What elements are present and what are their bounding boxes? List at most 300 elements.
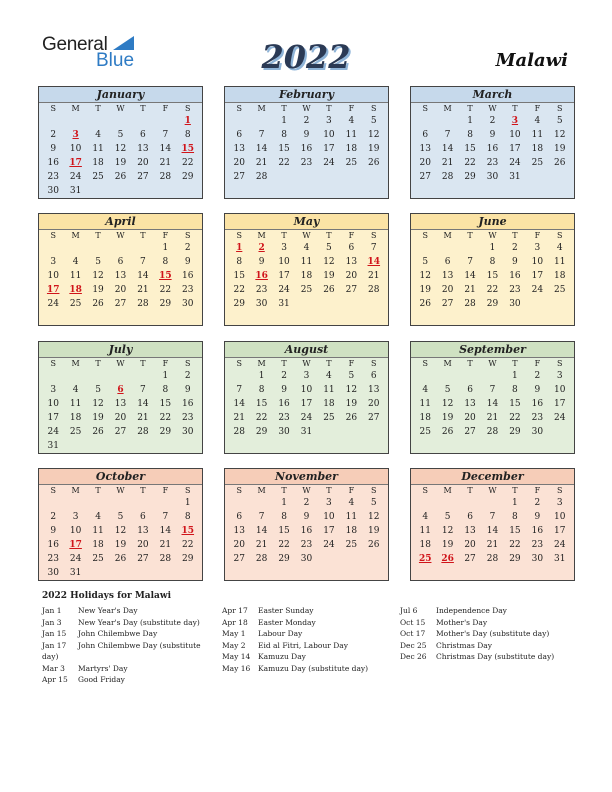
holiday-day-cell: 14 <box>367 257 381 267</box>
weekday-header: W <box>488 231 497 240</box>
day-cell: 6 <box>140 130 146 140</box>
day-cell: 21 <box>464 285 476 295</box>
weekday-header: W <box>488 486 497 495</box>
weekday-header: F <box>534 359 541 368</box>
day-cell: 12 <box>92 399 104 409</box>
day-cell: 4 <box>556 243 563 253</box>
day-cell: 15 <box>464 144 476 154</box>
day-cell: 21 <box>486 413 499 423</box>
empty-day-cell <box>228 369 250 383</box>
empty-day-cell <box>459 496 481 510</box>
day-cell: 5 <box>117 130 124 140</box>
day-cell: 25 <box>531 158 544 168</box>
weekday-header: T <box>95 486 101 495</box>
day-cell: 25 <box>323 413 335 423</box>
day-cell: 26 <box>554 158 566 168</box>
day-cell: 12 <box>114 144 127 154</box>
day-cell: 7 <box>444 130 451 140</box>
day-cell: 5 <box>422 257 429 267</box>
day-cell: 3 <box>556 371 563 381</box>
day-cell: 3 <box>281 243 287 253</box>
day-cell: 11 <box>69 399 82 409</box>
day-cell: 2 <box>303 498 310 508</box>
holiday-date: May 16 <box>222 663 251 673</box>
day-cell: 22 <box>509 540 521 550</box>
day-cell: 27 <box>114 427 127 437</box>
day-cell: 28 <box>159 172 172 182</box>
holiday-date: Apr 17 <box>222 606 248 615</box>
day-cell: 12 <box>114 526 127 536</box>
empty-day-cell <box>436 114 458 128</box>
weekday-header: M <box>71 359 80 368</box>
day-cell: 20 <box>233 158 245 168</box>
empty-day-cell <box>109 114 131 128</box>
day-cell: 28 <box>159 554 172 564</box>
empty-day-cell <box>64 241 86 255</box>
day-cell: 12 <box>368 130 380 140</box>
day-cell: 16 <box>300 526 313 536</box>
day-cell: 11 <box>69 271 82 281</box>
day-cell: 19 <box>114 540 127 550</box>
day-cell: 9 <box>534 385 541 395</box>
day-cell: 8 <box>258 385 265 395</box>
day-cell: 10 <box>509 130 521 140</box>
day-cell: 1 <box>162 243 169 253</box>
holiday-date: Jan 1 <box>42 606 62 615</box>
month-title: May <box>225 214 388 230</box>
day-cell: 19 <box>368 526 380 536</box>
empty-day-cell <box>154 496 176 510</box>
weekday-header: S <box>557 486 563 495</box>
weekday-header: W <box>488 104 497 113</box>
day-cell: 29 <box>464 172 476 182</box>
day-cell: 21 <box>159 158 172 168</box>
day-cell: 9 <box>50 144 57 154</box>
day-cell: 19 <box>441 413 454 423</box>
day-cell: 23 <box>182 285 194 295</box>
holiday-name: Mother's Day <box>436 617 488 627</box>
day-cell: 21 <box>233 413 245 423</box>
day-cell: 27 <box>441 299 454 309</box>
day-cell: 7 <box>370 243 377 253</box>
day-cell: 13 <box>419 144 431 154</box>
day-cell: 10 <box>323 130 335 140</box>
month-december <box>410 468 575 581</box>
day-cell: 13 <box>464 399 476 409</box>
day-cell: 22 <box>182 540 194 550</box>
day-cell: 31 <box>69 186 82 196</box>
day-cell: 23 <box>47 554 59 564</box>
day-cell: 5 <box>348 371 355 381</box>
day-cell: 5 <box>95 385 101 395</box>
holiday-date: Jul 6 <box>400 606 418 615</box>
day-cell: 10 <box>554 512 566 522</box>
day-cell: 8 <box>281 512 287 522</box>
day-cell: 7 <box>162 130 169 140</box>
day-cell: 18 <box>92 540 104 550</box>
holiday-date: Apr 15 <box>42 675 68 684</box>
holiday-column <box>222 605 368 674</box>
day-cell: 13 <box>114 399 127 409</box>
day-cell: 9 <box>258 257 265 267</box>
day-cell: 12 <box>323 257 335 267</box>
weekday-header: T <box>326 231 332 240</box>
day-cell: 23 <box>47 172 59 182</box>
day-cell: 24 <box>278 285 290 295</box>
day-cell: 11 <box>419 399 431 409</box>
day-cell: 25 <box>92 172 104 182</box>
day-cell: 28 <box>255 554 268 564</box>
day-cell: 23 <box>531 413 544 423</box>
day-cell: 9 <box>281 385 287 395</box>
holiday-name: Christmas Day (substitute day) <box>436 652 555 661</box>
day-cell: 25 <box>345 540 358 550</box>
day-cell: 23 <box>486 158 499 168</box>
day-cell: 13 <box>137 526 149 536</box>
weekday-header: W <box>302 359 311 368</box>
day-cell: 21 <box>159 540 172 550</box>
day-cell: 19 <box>345 399 358 409</box>
empty-day-cell <box>250 496 272 510</box>
weekday-header: T <box>512 359 518 368</box>
holiday-name: New Year's Day (substitute day) <box>78 617 200 627</box>
day-cell: 4 <box>422 385 429 395</box>
day-cell: 22 <box>278 158 290 168</box>
day-cell: 17 <box>278 271 290 281</box>
day-cell: 12 <box>92 271 104 281</box>
day-cell: 27 <box>464 554 476 564</box>
day-cell: 25 <box>554 285 566 295</box>
day-cell: 10 <box>300 385 313 395</box>
month-grid <box>39 230 202 311</box>
holiday-name: Martyrs' Day <box>78 663 128 673</box>
day-cell: 3 <box>72 512 79 522</box>
logo-text-general: General <box>42 34 108 55</box>
day-cell: 15 <box>159 399 172 409</box>
empty-day-cell <box>228 114 250 128</box>
day-cell: 14 <box>159 526 172 536</box>
weekday-header: M <box>257 104 266 113</box>
day-cell: 20 <box>464 540 476 550</box>
day-cell: 28 <box>368 285 380 295</box>
day-cell: 24 <box>531 285 544 295</box>
day-cell: 9 <box>303 130 310 140</box>
day-cell: 11 <box>345 130 358 140</box>
day-cell: 3 <box>556 498 563 508</box>
day-cell: 28 <box>137 299 149 309</box>
weekday-header: F <box>534 231 541 240</box>
day-cell: 23 <box>182 413 194 423</box>
weekday-header: T <box>326 486 332 495</box>
empty-day-cell <box>436 241 458 255</box>
weekday-header: T <box>95 359 101 368</box>
day-cell: 16 <box>47 540 59 550</box>
day-cell: 20 <box>114 285 127 295</box>
month-title: April <box>39 214 202 230</box>
weekday-header: S <box>422 359 428 368</box>
month-title: September <box>411 342 574 358</box>
empty-day-cell <box>132 114 154 128</box>
weekday-header: S <box>236 104 242 113</box>
weekday-header: S <box>236 359 242 368</box>
day-cell: 30 <box>486 172 499 182</box>
day-cell: 29 <box>509 427 521 437</box>
holiday-name: Easter Monday <box>258 617 316 627</box>
holiday-day-cell: 1 <box>236 243 243 253</box>
weekday-header: M <box>71 486 80 495</box>
month-title: February <box>225 87 388 103</box>
day-cell: 13 <box>233 526 245 536</box>
weekday-header: M <box>257 359 266 368</box>
day-cell: 5 <box>370 116 377 126</box>
day-cell: 14 <box>137 399 149 409</box>
day-cell: 29 <box>182 554 194 564</box>
empty-day-cell <box>414 496 436 510</box>
day-cell: 29 <box>233 299 245 309</box>
day-cell: 10 <box>69 144 82 154</box>
day-cell: 18 <box>531 144 544 154</box>
day-cell: 10 <box>47 271 59 281</box>
day-cell: 17 <box>509 144 521 154</box>
weekday-header: T <box>326 359 332 368</box>
weekday-header: T <box>512 104 518 113</box>
day-cell: 1 <box>162 371 169 381</box>
day-cell: 9 <box>512 257 518 267</box>
weekday-header: S <box>185 231 191 240</box>
weekday-header: T <box>140 104 146 113</box>
day-cell: 21 <box>441 158 454 168</box>
day-cell: 1 <box>512 371 518 381</box>
weekday-header: S <box>185 486 191 495</box>
empty-day-cell <box>414 114 436 128</box>
day-cell: 24 <box>69 172 82 182</box>
day-cell: 24 <box>509 158 521 168</box>
day-cell: 18 <box>419 540 431 550</box>
day-cell: 13 <box>345 257 358 267</box>
weekday-header: T <box>140 359 146 368</box>
empty-day-cell <box>481 369 503 383</box>
day-cell: 6 <box>370 371 377 381</box>
day-cell: 15 <box>486 271 499 281</box>
month-grid <box>39 358 202 453</box>
day-cell: 1 <box>184 498 191 508</box>
day-cell: 6 <box>117 257 124 267</box>
day-cell: 27 <box>368 413 380 423</box>
holiday-name: day) <box>42 652 59 661</box>
holiday-column <box>42 605 201 686</box>
holiday-day-cell: 15 <box>181 526 195 536</box>
day-cell: 25 <box>300 285 313 295</box>
day-cell: 3 <box>50 385 57 395</box>
day-cell: 8 <box>512 512 518 522</box>
day-cell: 2 <box>512 243 518 253</box>
day-cell: 24 <box>554 540 566 550</box>
holiday-row <box>400 617 554 629</box>
day-cell: 13 <box>441 271 454 281</box>
day-cell: 20 <box>233 540 245 550</box>
empty-day-cell <box>42 241 64 255</box>
holiday-day-cell: 3 <box>511 116 519 126</box>
day-cell: 11 <box>92 144 104 154</box>
day-cell: 19 <box>368 144 380 154</box>
holiday-row <box>42 617 201 629</box>
day-cell: 2 <box>50 512 57 522</box>
day-cell: 18 <box>300 271 313 281</box>
month-grid <box>411 485 574 566</box>
day-cell: 29 <box>159 427 172 437</box>
empty-day-cell <box>436 369 458 383</box>
day-cell: 18 <box>92 158 104 168</box>
empty-day-cell <box>414 369 436 383</box>
day-cell: 9 <box>534 512 541 522</box>
holiday-day-cell: 16 <box>255 271 268 281</box>
day-cell: 23 <box>300 540 313 550</box>
day-cell: 16 <box>486 144 499 154</box>
empty-day-cell <box>42 496 64 510</box>
weekday-header: W <box>116 231 125 240</box>
day-cell: 26 <box>92 299 104 309</box>
day-cell: 17 <box>554 526 566 536</box>
day-cell: 17 <box>300 399 313 409</box>
weekday-header: T <box>281 486 287 495</box>
weekday-header: S <box>236 231 242 240</box>
day-cell: 2 <box>184 243 191 253</box>
weekday-header: T <box>140 486 146 495</box>
day-cell: 13 <box>114 271 127 281</box>
weekday-header: F <box>162 359 169 368</box>
weekday-header: T <box>467 104 473 113</box>
day-cell: 27 <box>137 554 149 564</box>
day-cell: 29 <box>278 554 290 564</box>
month-title: November <box>225 469 388 485</box>
holiday-day-cell: 15 <box>181 144 195 154</box>
day-cell: 27 <box>233 554 245 564</box>
holiday-row <box>222 617 368 629</box>
day-cell: 17 <box>531 271 544 281</box>
month-title: December <box>411 469 574 485</box>
day-cell: 5 <box>117 512 124 522</box>
day-cell: 1 <box>281 498 287 508</box>
month-november <box>224 468 389 581</box>
holiday-date: Jan 17 <box>42 640 67 650</box>
day-cell: 31 <box>47 441 59 451</box>
day-cell: 16 <box>278 399 290 409</box>
day-cell: 15 <box>278 526 290 536</box>
day-cell: 19 <box>114 158 127 168</box>
day-cell: 1 <box>489 243 496 253</box>
holiday-row <box>222 605 368 617</box>
weekday-header: S <box>371 231 377 240</box>
day-cell: 4 <box>534 116 541 126</box>
day-cell: 16 <box>531 399 544 409</box>
day-cell: 3 <box>326 498 332 508</box>
month-grid <box>225 103 388 184</box>
day-cell: 17 <box>554 399 566 409</box>
holiday-day-cell: 6 <box>117 385 124 395</box>
day-cell: 11 <box>531 130 544 140</box>
weekday-header: M <box>71 104 80 113</box>
day-cell: 14 <box>255 144 268 154</box>
weekday-header: M <box>443 359 452 368</box>
empty-day-cell <box>436 496 458 510</box>
month-october <box>38 468 203 581</box>
day-cell: 1 <box>281 116 287 126</box>
day-cell: 30 <box>531 554 544 564</box>
weekday-header: S <box>557 359 563 368</box>
day-cell: 5 <box>95 257 101 267</box>
holiday-name: Christmas Day <box>436 640 492 650</box>
month-april <box>38 213 203 326</box>
day-cell: 6 <box>236 512 243 522</box>
day-cell: 4 <box>72 257 79 267</box>
day-cell: 3 <box>534 243 541 253</box>
empty-day-cell <box>42 114 64 128</box>
day-cell: 25 <box>345 158 358 168</box>
day-cell: 9 <box>489 130 496 140</box>
day-cell: 10 <box>69 526 82 536</box>
day-cell: 12 <box>419 271 431 281</box>
day-cell: 31 <box>69 568 82 578</box>
weekday-header: W <box>302 104 311 113</box>
holiday-date: May 2 <box>222 640 246 650</box>
day-cell: 31 <box>278 299 290 309</box>
day-cell: 4 <box>326 371 332 381</box>
day-cell: 27 <box>233 172 245 182</box>
day-cell: 12 <box>554 130 566 140</box>
day-cell: 27 <box>419 172 431 182</box>
holiday-day-cell: 3 <box>72 130 79 140</box>
holiday-day-cell: 2 <box>258 243 265 253</box>
day-cell: 26 <box>92 427 104 437</box>
holiday-date: Apr 18 <box>222 617 248 627</box>
day-cell: 8 <box>162 385 169 395</box>
day-cell: 4 <box>422 512 429 522</box>
day-cell: 8 <box>184 512 191 522</box>
empty-day-cell <box>64 496 86 510</box>
holiday-date: May 1 <box>222 629 246 638</box>
day-cell: 25 <box>419 427 431 437</box>
day-cell: 10 <box>323 512 335 522</box>
weekday-header: F <box>534 104 541 113</box>
day-cell: 7 <box>140 257 146 267</box>
day-cell: 12 <box>441 526 454 536</box>
day-cell: 22 <box>182 158 194 168</box>
day-cell: 10 <box>554 385 566 395</box>
day-cell: 3 <box>50 257 57 267</box>
day-cell: 20 <box>368 399 380 409</box>
day-cell: 5 <box>556 116 563 126</box>
day-cell: 15 <box>278 144 290 154</box>
day-cell: 26 <box>323 285 335 295</box>
day-cell: 5 <box>370 498 377 508</box>
day-cell: 19 <box>554 144 566 154</box>
day-cell: 17 <box>323 526 335 536</box>
month-title: June <box>411 214 574 230</box>
holiday-name: Good Friday <box>78 675 125 684</box>
weekday-header: S <box>185 359 191 368</box>
day-cell: 8 <box>162 257 169 267</box>
weekday-header: T <box>326 104 332 113</box>
day-cell: 13 <box>233 144 245 154</box>
day-cell: 10 <box>278 257 290 267</box>
holiday-row <box>222 640 368 652</box>
day-cell: 2 <box>303 116 310 126</box>
day-cell: 30 <box>509 299 521 309</box>
weekday-header: F <box>534 486 541 495</box>
day-cell: 26 <box>345 413 358 423</box>
day-cell: 16 <box>300 144 313 154</box>
day-cell: 8 <box>184 130 191 140</box>
